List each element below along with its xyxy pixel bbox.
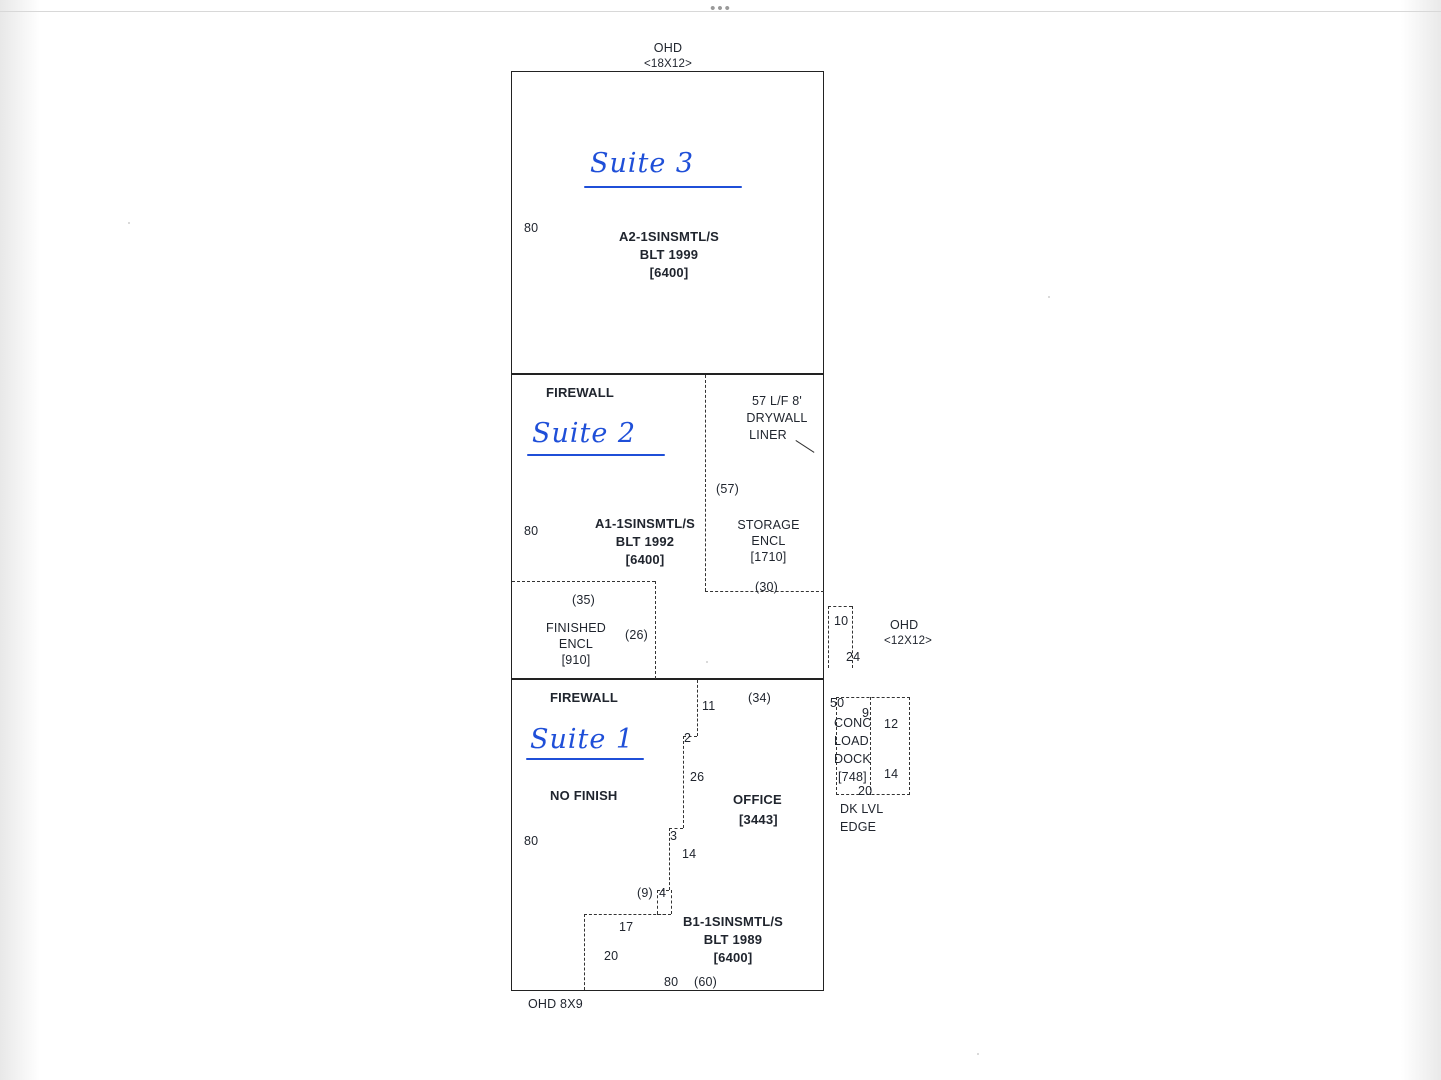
suite-3-area: [6400] xyxy=(649,265,689,280)
storage-encl-left-wall xyxy=(705,375,706,591)
ohd-bottom-label: OHD 8X9 xyxy=(528,997,583,1011)
suite-1-occupancy-code: B1-1SINSMTL/S xyxy=(682,914,784,929)
suite-1-area: [6400] xyxy=(713,950,753,965)
office-dim-26: 26 xyxy=(690,770,705,784)
load-dock-line3: DOCK xyxy=(834,752,871,766)
ohd-top-label: OHD xyxy=(653,41,683,55)
storage-encl-line1: STORAGE xyxy=(737,518,800,532)
scan-speck xyxy=(1048,296,1050,298)
finished-encl-line2: ENCL xyxy=(558,637,594,651)
load-dock-dim-20: 20 xyxy=(858,784,873,798)
load-dock-dim-12: 12 xyxy=(884,717,899,731)
storage-encl-line2: ENCL xyxy=(751,534,786,548)
office-area: [3443] xyxy=(739,812,778,827)
suite-2-occupancy-code: A1-1SINSMTL/S xyxy=(594,516,696,531)
office-dim-14: 14 xyxy=(682,847,697,861)
ohd-right-dim-24: 24 xyxy=(846,650,861,664)
office-dim-9: (9) xyxy=(637,886,653,900)
office-dim-2: 2 xyxy=(684,731,692,745)
suite-1-handwriting-underline xyxy=(526,758,644,760)
page-edge-shadow-left xyxy=(0,0,40,1080)
no-finish-label: NO FINISH xyxy=(550,788,618,803)
ohd-top-size-label: <18X12> xyxy=(643,58,693,70)
ohd-right-label: OHD xyxy=(890,618,919,632)
office-dim-11: 11 xyxy=(702,699,716,713)
suite-2-width-dim: 80 xyxy=(524,524,539,538)
office-label: OFFICE xyxy=(733,792,782,807)
suite-3-handwriting: Suite 3 xyxy=(590,148,695,179)
suite-3-handwriting-underline xyxy=(584,186,742,188)
scan-speck xyxy=(128,222,130,224)
finished-encl-area: [910] xyxy=(561,653,591,667)
bottom-dim-60: (60) xyxy=(694,975,718,989)
suite-2-built-year: BLT 1992 xyxy=(615,534,675,549)
finished-encl-right-wall xyxy=(655,581,656,679)
bottom-dim-80: 80 xyxy=(664,975,679,989)
load-dock-line1: CONC xyxy=(834,716,872,730)
suite-2-handwriting-underline xyxy=(527,454,665,456)
firewall-lower-label: FIREWALL xyxy=(550,690,619,705)
ohd-right-jamb-upper xyxy=(828,606,829,668)
drywall-liner-line3: LINER xyxy=(749,428,787,442)
drywall-liner-line2: DRYWALL xyxy=(746,411,808,425)
office-wall-seg-9 xyxy=(671,890,672,914)
page-edge-shadow-right xyxy=(1401,0,1441,1080)
finished-encl-line1: FINISHED xyxy=(546,621,606,635)
ohd-right-dim-10: 10 xyxy=(834,614,849,628)
firewall-upper-label: FIREWALL xyxy=(546,385,615,400)
office-wall-seg-3 xyxy=(683,736,684,828)
finished-encl-dim-26: (26) xyxy=(625,628,649,642)
scan-speck xyxy=(977,1053,979,1055)
suite-3-occupancy-code: A2-1SINSMTL/S xyxy=(618,229,720,244)
more-options-dots[interactable]: ••• xyxy=(710,0,732,17)
suite-1-built-year: BLT 1989 xyxy=(703,932,763,947)
finished-encl-dim-35: (35) xyxy=(572,593,596,607)
drywall-liner-line1: 57 L/F 8' xyxy=(751,394,803,408)
office-dim-3: 3 xyxy=(670,829,678,843)
ohd-right-size-label: <12X12> xyxy=(884,635,933,647)
load-dock-line2: LOAD xyxy=(834,734,869,748)
load-dock-dim-9: 9 xyxy=(862,706,870,720)
load-dock-dim-14: 14 xyxy=(884,767,899,781)
scan-speck xyxy=(706,661,708,663)
suite-2-handwriting: Suite 2 xyxy=(532,418,637,449)
suite-3-built-year: BLT 1999 xyxy=(639,247,699,262)
office-dim-4: 4 xyxy=(659,886,667,900)
suite-2-area: [6400] xyxy=(625,552,665,567)
load-dock-dim-50: 50 xyxy=(830,696,845,710)
office-wall-seg-1 xyxy=(697,680,698,736)
suite-1-handwriting: Suite 1 xyxy=(530,724,635,755)
office-wall-seg-11 xyxy=(584,914,585,990)
office-dim-17: 17 xyxy=(619,920,634,934)
office-dim-20: 20 xyxy=(604,949,619,963)
suite-1-width-dim: 80 xyxy=(524,834,539,848)
dock-level-edge-line1: DK LVL xyxy=(840,802,884,816)
storage-encl-area: [1710] xyxy=(750,550,787,564)
office-dim-34: (34) xyxy=(748,691,772,705)
ohd-right-head xyxy=(828,606,852,607)
suite-3-outline xyxy=(511,71,824,374)
suite-3-width-dim: 80 xyxy=(524,221,539,235)
finished-encl-top-wall xyxy=(512,581,655,582)
dock-level-edge-line2: EDGE xyxy=(840,820,877,834)
office-wall-seg-7 xyxy=(657,890,658,914)
load-dock-area: [748] xyxy=(838,770,867,784)
storage-encl-dim-30: (30) xyxy=(755,580,779,594)
storage-encl-dim-57: (57) xyxy=(716,482,740,496)
load-dock-inner-edge xyxy=(870,697,871,795)
